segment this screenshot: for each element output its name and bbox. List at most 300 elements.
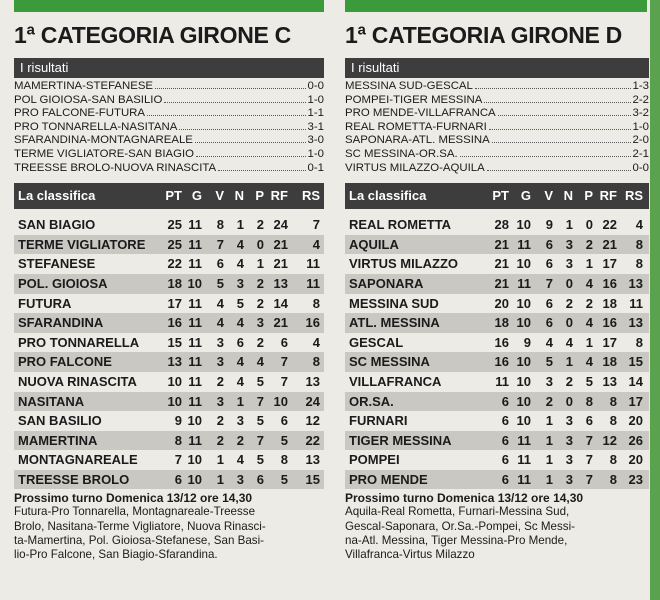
stat-cell: 3 bbox=[216, 393, 224, 409]
stat-cell: 4 bbox=[312, 334, 320, 350]
result-score: 3-1 bbox=[307, 120, 324, 133]
header-color-bar-right bbox=[345, 0, 647, 12]
stat-cell: 11 bbox=[188, 373, 202, 389]
results-list bbox=[345, 80, 649, 175]
stat-cell: 2 bbox=[565, 373, 573, 389]
result-score: 2-2 bbox=[632, 93, 649, 106]
standings-row bbox=[345, 372, 649, 392]
stat-cell: 22 bbox=[305, 432, 320, 448]
next-round-title: Prossimo turno Domenica 13/12 ore 14,30 bbox=[14, 491, 253, 506]
stat-cell: 10 bbox=[516, 295, 531, 311]
stat-cell: 10 bbox=[187, 275, 202, 291]
column-header: G bbox=[520, 188, 531, 204]
stat-cell: 3 bbox=[216, 334, 224, 350]
stat-cell: 3 bbox=[565, 452, 573, 468]
stat-cell: 23 bbox=[628, 471, 643, 487]
team-name: SAN BIAGIO bbox=[18, 217, 96, 233]
team-name: MAMERTINA bbox=[18, 432, 98, 448]
stat-cell: 11 bbox=[188, 256, 202, 272]
stat-cell: 15 bbox=[305, 471, 320, 487]
stat-cell: 2 bbox=[545, 393, 553, 409]
stat-cell: 11 bbox=[188, 354, 202, 370]
result-score: 3-2 bbox=[632, 107, 649, 120]
stat-cell: 1 bbox=[216, 452, 224, 468]
team-name: ATL. MESSINA bbox=[349, 315, 440, 331]
stat-cell: 4 bbox=[216, 295, 224, 311]
stat-cell: 8 bbox=[312, 354, 320, 370]
stat-cell: 2 bbox=[565, 295, 573, 311]
result-row bbox=[14, 134, 324, 148]
standings-row bbox=[345, 431, 649, 451]
column-header: V bbox=[215, 188, 224, 204]
stat-cell: 8 bbox=[585, 393, 593, 409]
stat-cell: 4 bbox=[585, 315, 593, 331]
stat-cell: 3 bbox=[565, 236, 573, 252]
column-header: N bbox=[234, 188, 244, 204]
team-name: NUOVA RINASCITA bbox=[18, 373, 137, 389]
standings-row bbox=[14, 215, 324, 235]
stat-cell: 8 bbox=[635, 334, 643, 350]
result-row bbox=[345, 94, 649, 108]
result-score: 3-0 bbox=[307, 134, 324, 147]
stat-cell: 4 bbox=[236, 354, 244, 370]
team-name: SAPONARA bbox=[349, 275, 424, 291]
standings-row bbox=[345, 294, 649, 314]
header-color-bar-left bbox=[14, 0, 324, 12]
column-header: P bbox=[584, 188, 593, 204]
standings-table bbox=[345, 215, 649, 489]
leader-dots bbox=[155, 80, 306, 89]
fixture-line: na-Atl. Messina, Tiger Messina-Pro Mende, bbox=[345, 533, 568, 547]
column-header: PT bbox=[165, 188, 182, 204]
stat-cell: 24 bbox=[273, 217, 288, 233]
result-match: PRO TONNARELLA-NASITANA bbox=[14, 120, 178, 133]
stat-cell: 2 bbox=[216, 432, 224, 448]
stat-cell: 2 bbox=[216, 373, 224, 389]
stat-cell: 4 bbox=[585, 275, 593, 291]
team-name: VILLAFRANCA bbox=[349, 373, 442, 389]
stat-cell: 8 bbox=[216, 217, 224, 233]
stat-cell: 7 bbox=[174, 452, 182, 468]
stat-cell: 3 bbox=[256, 315, 264, 331]
stat-cell: 17 bbox=[167, 295, 182, 311]
stat-cell: 1 bbox=[236, 393, 244, 409]
standings-row bbox=[345, 333, 649, 353]
stat-cell: 6 bbox=[585, 413, 593, 429]
result-score: 0-1 bbox=[307, 161, 324, 174]
team-name: FUTURA bbox=[18, 295, 72, 311]
stat-cell: 0 bbox=[585, 217, 593, 233]
result-row bbox=[345, 162, 649, 176]
stat-cell: 1 bbox=[545, 471, 553, 487]
stat-cell: 4 bbox=[312, 236, 320, 252]
column-header: V bbox=[544, 188, 553, 204]
stat-cell: 10 bbox=[516, 217, 531, 233]
leader-dots bbox=[195, 134, 306, 143]
column-header: RS bbox=[624, 188, 643, 204]
result-match: SC MESSINA-OR.SA. bbox=[345, 147, 458, 160]
stat-cell: 6 bbox=[216, 256, 224, 272]
stat-cell: 3 bbox=[236, 413, 244, 429]
stat-cell: 7 bbox=[585, 452, 593, 468]
team-name: NASITANA bbox=[18, 393, 85, 409]
team-name: POL. GIOIOSA bbox=[18, 275, 108, 291]
stat-cell: 10 bbox=[516, 413, 531, 429]
stat-cell: 17 bbox=[628, 393, 643, 409]
stat-cell: 3 bbox=[565, 413, 573, 429]
stat-cell: 2 bbox=[256, 275, 264, 291]
stat-cell: 20 bbox=[494, 295, 509, 311]
team-name: PRO FALCONE bbox=[18, 354, 112, 370]
stat-cell: 8 bbox=[609, 413, 617, 429]
stat-cell: 21 bbox=[273, 315, 288, 331]
stat-cell: 11 bbox=[306, 256, 320, 272]
stat-cell: 18 bbox=[602, 354, 617, 370]
leader-dots bbox=[498, 107, 631, 116]
stat-cell: 4 bbox=[565, 334, 573, 350]
standings-row bbox=[14, 352, 324, 372]
stat-cell: 10 bbox=[167, 393, 182, 409]
result-match: SAPONARA-ATL. MESSINA bbox=[345, 134, 490, 147]
stat-cell: 10 bbox=[516, 373, 531, 389]
standings-row bbox=[14, 235, 324, 255]
result-match: POL GIOIOSA-SAN BASILIO bbox=[14, 93, 163, 106]
next-round-fixtures bbox=[14, 505, 324, 562]
team-name: AQUILA bbox=[349, 236, 399, 252]
stat-cell: 3 bbox=[236, 471, 244, 487]
standings-row bbox=[14, 372, 324, 392]
stat-cell: 8 bbox=[312, 295, 320, 311]
stat-cell: 18 bbox=[602, 295, 617, 311]
standings-row bbox=[345, 411, 649, 431]
stat-cell: 1 bbox=[545, 413, 553, 429]
stat-cell: 1 bbox=[585, 334, 593, 350]
stat-cell: 1 bbox=[216, 471, 224, 487]
stat-cell: 20 bbox=[628, 452, 643, 468]
standings-row bbox=[14, 294, 324, 314]
team-name: REAL ROMETTA bbox=[349, 217, 452, 233]
result-row bbox=[345, 80, 649, 94]
stat-cell: 8 bbox=[609, 452, 617, 468]
stat-cell: 4 bbox=[216, 315, 224, 331]
stat-cell: 13 bbox=[273, 275, 288, 291]
stat-cell: 5 bbox=[280, 432, 288, 448]
stat-cell: 9 bbox=[174, 413, 182, 429]
stat-cell: 6 bbox=[545, 295, 553, 311]
standings-row bbox=[345, 215, 649, 235]
stat-cell: 20 bbox=[628, 413, 643, 429]
team-name: SFARANDINA bbox=[18, 315, 104, 331]
stat-cell: 22 bbox=[602, 217, 617, 233]
team-name: MONTAGNAREALE bbox=[18, 452, 138, 468]
stat-cell: 22 bbox=[167, 256, 182, 272]
stat-cell: 1 bbox=[545, 432, 553, 448]
stat-cell: 10 bbox=[187, 413, 202, 429]
result-score: 2-0 bbox=[632, 134, 649, 147]
standings-row bbox=[345, 254, 649, 274]
stat-cell: 11 bbox=[629, 295, 643, 311]
stat-cell: 2 bbox=[256, 217, 264, 233]
leader-dots bbox=[196, 148, 306, 157]
leader-dots bbox=[492, 134, 631, 143]
result-match: MAMERTINA-STEFANESE bbox=[14, 80, 154, 92]
leader-dots bbox=[164, 94, 305, 103]
result-row bbox=[345, 121, 649, 135]
stat-cell: 18 bbox=[494, 315, 509, 331]
standings-row bbox=[345, 274, 649, 294]
stat-cell: 8 bbox=[609, 393, 617, 409]
stat-cell: 13 bbox=[167, 354, 182, 370]
stat-cell: 13 bbox=[628, 275, 643, 291]
team-name: STEFANESE bbox=[18, 256, 96, 272]
stat-cell: 26 bbox=[628, 432, 643, 448]
stat-cell: 6 bbox=[501, 413, 509, 429]
stat-cell: 11 bbox=[188, 315, 202, 331]
result-row bbox=[14, 107, 324, 121]
result-match: REAL ROMETTA-FURNARI bbox=[345, 120, 487, 133]
standings-title: La classifica bbox=[349, 188, 427, 204]
team-name: GESCAL bbox=[349, 334, 404, 350]
stat-cell: 7 bbox=[312, 217, 320, 233]
stat-cell: 11 bbox=[517, 236, 531, 252]
fixture-line: lio-Pro Falcone, San Biagio-Sfarandina. bbox=[14, 548, 218, 562]
standings-row bbox=[14, 470, 324, 490]
page-edge-strip bbox=[650, 0, 660, 600]
stat-cell: 14 bbox=[628, 373, 643, 389]
result-match: PRO FALCONE-FUTURA bbox=[14, 107, 146, 120]
stat-cell: 7 bbox=[256, 432, 264, 448]
stat-cell: 0 bbox=[565, 275, 573, 291]
result-match: POMPEI-TIGER MESSINA bbox=[345, 93, 483, 106]
stat-cell: 14 bbox=[273, 295, 288, 311]
stat-cell: 8 bbox=[635, 236, 643, 252]
standings-row bbox=[14, 411, 324, 431]
category-title: 1ª CATEGORIA GIRONE D bbox=[345, 22, 622, 48]
column-header: P bbox=[255, 188, 264, 204]
team-name: VIRTUS MILAZZO bbox=[349, 256, 459, 272]
stat-cell: 21 bbox=[494, 275, 509, 291]
standings-row bbox=[345, 450, 649, 470]
stat-cell: 15 bbox=[167, 334, 182, 350]
team-name: TERME VIGLIATORE bbox=[18, 236, 146, 252]
stat-cell: 7 bbox=[280, 373, 288, 389]
stat-cell: 5 bbox=[256, 373, 264, 389]
category-title: 1ª CATEGORIA GIRONE C bbox=[14, 22, 291, 48]
standings-row bbox=[345, 392, 649, 412]
stat-cell: 21 bbox=[494, 256, 509, 272]
result-score: 0-0 bbox=[307, 80, 324, 92]
stat-cell: 4 bbox=[635, 217, 643, 233]
stat-cell: 25 bbox=[167, 217, 182, 233]
result-match: PRO MENDE-VILLAFRANCA bbox=[345, 107, 496, 120]
stat-cell: 13 bbox=[305, 373, 320, 389]
stat-cell: 5 bbox=[545, 354, 553, 370]
stat-cell: 6 bbox=[280, 334, 288, 350]
stat-cell: 9 bbox=[523, 334, 531, 350]
stat-cell: 12 bbox=[602, 432, 617, 448]
stat-cell: 10 bbox=[187, 452, 202, 468]
stat-cell: 12 bbox=[305, 413, 320, 429]
result-score: 1-0 bbox=[307, 93, 324, 106]
standings-row bbox=[14, 431, 324, 451]
stat-cell: 11 bbox=[188, 432, 202, 448]
stat-cell: 10 bbox=[516, 393, 531, 409]
stat-cell: 3 bbox=[565, 256, 573, 272]
standings-row bbox=[345, 352, 649, 372]
stat-cell: 4 bbox=[256, 354, 264, 370]
result-row bbox=[14, 121, 324, 135]
team-name: PRO MENDE bbox=[349, 471, 428, 487]
standings-row bbox=[14, 333, 324, 353]
stat-cell: 11 bbox=[188, 334, 202, 350]
team-name: OR.SA. bbox=[349, 393, 394, 409]
stat-cell: 4 bbox=[545, 334, 553, 350]
stat-cell: 2 bbox=[256, 334, 264, 350]
standings-table bbox=[14, 215, 324, 489]
stat-cell: 1 bbox=[565, 217, 573, 233]
team-name: POMPEI bbox=[349, 452, 400, 468]
standings-row bbox=[14, 313, 324, 333]
stat-cell: 1 bbox=[565, 354, 573, 370]
stat-cell: 5 bbox=[256, 452, 264, 468]
result-score: 0-0 bbox=[632, 161, 649, 174]
stat-cell: 3 bbox=[236, 275, 244, 291]
next-round-fixtures bbox=[345, 505, 649, 562]
fixture-line: Villafranca-Virtus Milazzo bbox=[345, 548, 475, 562]
stat-cell: 16 bbox=[494, 354, 509, 370]
stat-cell: 13 bbox=[602, 373, 617, 389]
result-score: 1-1 bbox=[307, 107, 324, 120]
stat-cell: 6 bbox=[501, 393, 509, 409]
stat-cell: 9 bbox=[545, 217, 553, 233]
result-match: TREESSE BROLO-NUOVA RINASCITA bbox=[14, 161, 217, 174]
stat-cell: 7 bbox=[216, 236, 224, 252]
result-match: SFARANDINA-MONTAGNAREALE bbox=[14, 134, 193, 147]
stat-cell: 0 bbox=[565, 315, 573, 331]
result-match: MESSINA SUD-GESCAL bbox=[345, 80, 473, 92]
stat-cell: 16 bbox=[602, 275, 617, 291]
column-header: RF bbox=[270, 188, 288, 204]
stat-cell: 10 bbox=[187, 471, 202, 487]
stat-cell: 0 bbox=[565, 393, 573, 409]
stat-cell: 17 bbox=[602, 256, 617, 272]
result-score: 1-0 bbox=[632, 120, 649, 133]
stat-cell: 1 bbox=[236, 217, 244, 233]
stat-cell: 1 bbox=[585, 256, 593, 272]
stat-cell: 4 bbox=[236, 236, 244, 252]
team-name: FURNARI bbox=[349, 413, 408, 429]
stat-cell: 18 bbox=[167, 275, 182, 291]
stat-cell: 10 bbox=[516, 256, 531, 272]
stat-cell: 21 bbox=[494, 236, 509, 252]
stat-cell: 7 bbox=[545, 275, 553, 291]
stat-cell: 25 bbox=[167, 236, 182, 252]
fixture-line: Futura-Pro Tonnarella, Montagnareale-Treesse bbox=[14, 505, 256, 519]
girone-c-column bbox=[14, 20, 324, 562]
stat-cell: 8 bbox=[609, 471, 617, 487]
stat-cell: 6 bbox=[501, 452, 509, 468]
next-round-title: Prossimo turno Domenica 13/12 ore 14,30 bbox=[345, 491, 584, 506]
team-name: MESSINA SUD bbox=[349, 295, 439, 311]
column-header: G bbox=[191, 188, 202, 204]
leader-dots bbox=[487, 162, 631, 171]
team-name: TREESSE BROLO bbox=[18, 471, 130, 487]
stat-cell: 6 bbox=[545, 256, 553, 272]
leader-dots bbox=[147, 107, 306, 116]
stat-cell: 21 bbox=[273, 256, 288, 272]
stat-cell: 6 bbox=[545, 315, 553, 331]
standings-header bbox=[345, 183, 649, 209]
standings-row bbox=[14, 254, 324, 274]
stat-cell: 6 bbox=[501, 471, 509, 487]
standings-row bbox=[14, 450, 324, 470]
stat-cell: 7 bbox=[256, 393, 264, 409]
results-list bbox=[14, 80, 324, 175]
result-row bbox=[14, 80, 324, 94]
stat-cell: 1 bbox=[256, 256, 264, 272]
stat-cell: 11 bbox=[188, 236, 202, 252]
stat-cell: 5 bbox=[216, 275, 224, 291]
stat-cell: 2 bbox=[216, 413, 224, 429]
leader-dots bbox=[460, 148, 631, 157]
result-match: TERME VIGLIATORE-SAN BIAGIO bbox=[14, 147, 194, 160]
stat-cell: 16 bbox=[167, 315, 182, 331]
leader-dots bbox=[218, 162, 305, 171]
stat-cell: 5 bbox=[585, 373, 593, 389]
standings-row bbox=[14, 274, 324, 294]
result-row bbox=[345, 107, 649, 121]
standings-row bbox=[345, 313, 649, 333]
stat-cell: 0 bbox=[256, 236, 264, 252]
result-match: VIRTUS MILAZZO-AQUILA bbox=[345, 161, 485, 174]
stat-cell: 16 bbox=[305, 315, 320, 331]
stat-cell: 4 bbox=[236, 452, 244, 468]
stat-cell: 7 bbox=[585, 471, 593, 487]
stat-cell: 2 bbox=[236, 432, 244, 448]
result-row bbox=[345, 134, 649, 148]
stat-cell: 6 bbox=[256, 471, 264, 487]
team-name: PRO TONNARELLA bbox=[18, 334, 140, 350]
standings-row bbox=[14, 392, 324, 412]
fixture-line: Brolo, Nasitana-Terme Vigliatore, Nuova Rinasci- bbox=[14, 519, 266, 533]
stat-cell: 6 bbox=[174, 471, 182, 487]
column-header: N bbox=[563, 188, 573, 204]
stat-cell: 3 bbox=[565, 432, 573, 448]
girone-d-column bbox=[345, 20, 649, 562]
stat-cell: 2 bbox=[585, 236, 593, 252]
stat-cell: 6 bbox=[236, 334, 244, 350]
stat-cell: 11 bbox=[517, 452, 531, 468]
stat-cell: 6 bbox=[501, 432, 509, 448]
stat-cell: 4 bbox=[236, 373, 244, 389]
stat-cell: 15 bbox=[628, 354, 643, 370]
stat-cell: 2 bbox=[256, 295, 264, 311]
standings-title: La classifica bbox=[18, 188, 96, 204]
result-score: 1-0 bbox=[307, 147, 324, 160]
stat-cell: 11 bbox=[188, 393, 202, 409]
column-header: RS bbox=[301, 188, 320, 204]
stat-cell: 5 bbox=[236, 295, 244, 311]
stat-cell: 13 bbox=[628, 315, 643, 331]
stat-cell: 6 bbox=[280, 413, 288, 429]
result-score: 1-3 bbox=[632, 80, 649, 92]
stat-cell: 5 bbox=[280, 471, 288, 487]
column-header: PT bbox=[492, 188, 509, 204]
stat-cell: 3 bbox=[216, 354, 224, 370]
team-name: TIGER MESSINA bbox=[349, 432, 452, 448]
stat-cell: 17 bbox=[602, 334, 617, 350]
stat-cell: 28 bbox=[494, 217, 509, 233]
